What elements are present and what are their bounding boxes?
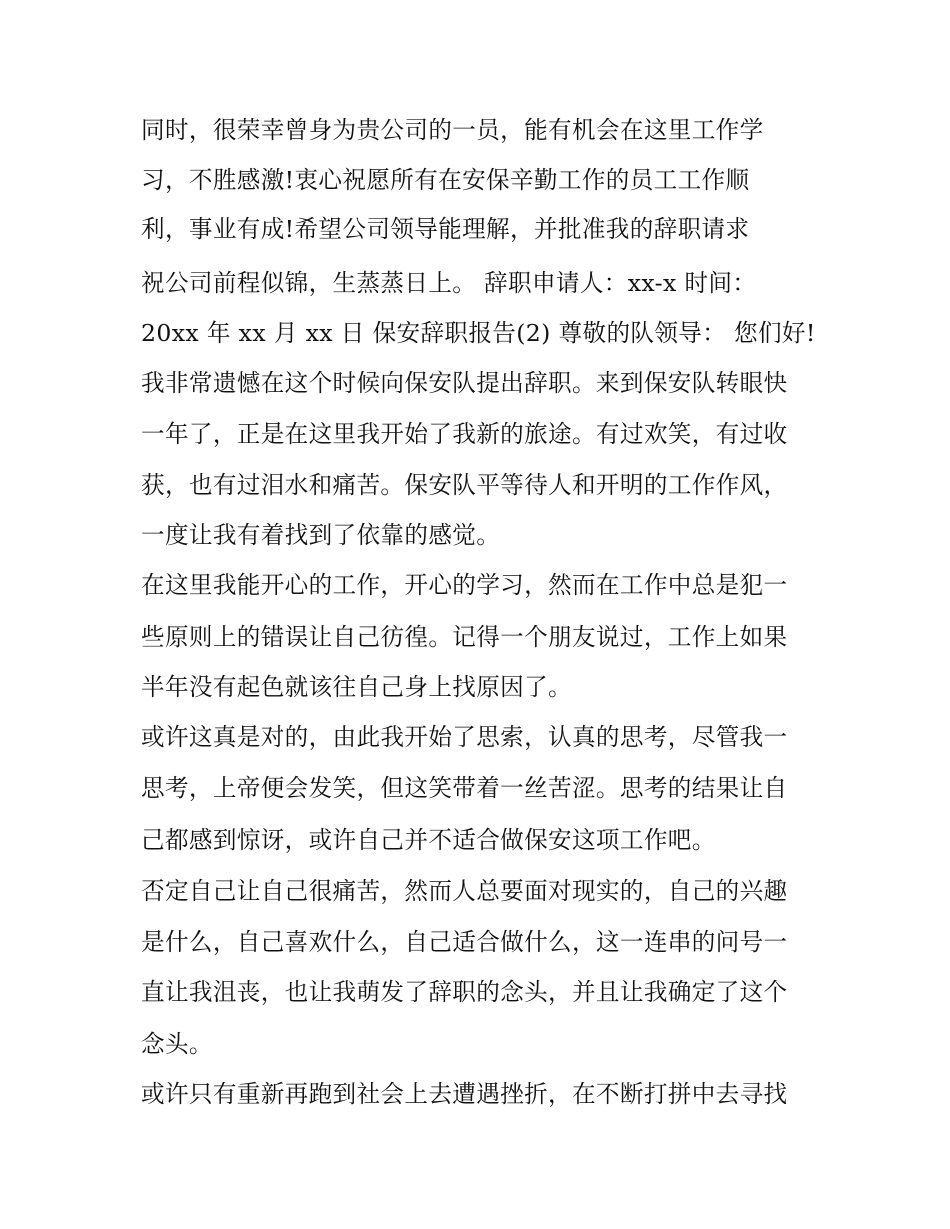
text-line: 或许只有重新再跑到社会上去遭遇挫折，在不断打拼中去寻找: [141, 1080, 788, 1108]
text-line: 同时，很荣幸曾身为贵公司的一员，能有机会在这里工作学: [141, 116, 764, 144]
text-line: 一度让我有着找到了依靠的感觉。: [141, 521, 501, 549]
text-line: 半年没有起色就该往自己身上找原因了。: [141, 673, 572, 701]
text-line: 己都感到惊讶，或许自己并不适合做保安这项工作吧。: [141, 826, 716, 854]
text-line: 20xx 年 xx 月 xx 日 保安辞职报告(2) 尊敬的队领导： 您们好!: [141, 319, 816, 347]
text-line: 思考，上帝便会发笑，但这笑带着一丝苦涩。思考的结果让自: [141, 774, 788, 802]
text-line: 习，不胜感激!衷心祝愿所有在安保辛勤工作的员工工作顺: [141, 166, 750, 194]
text-line: 利，事业有成!希望公司领导能理解，并批准我的辞职请求: [141, 215, 750, 243]
text-line: 在这里我能开心的工作，开心的学习，然而在工作中总是犯一: [141, 571, 788, 599]
text-line: 念头。: [141, 1030, 213, 1058]
text-line: 我非常遗憾在这个时候向保安队提出辞职。来到保安队转眼快: [141, 369, 788, 397]
text-line: 获，也有过泪水和痛苦。保安队平等待人和开明的工作作风，: [141, 471, 788, 499]
text-line: 些原则上的错误让自己彷徨。记得一个朋友说过，工作上如果: [141, 623, 788, 651]
text-line: 或许这真是对的，由此我开始了思索，认真的思考，尽管我一: [141, 723, 788, 751]
text-line: 否定自己让自己很痛苦，然而人总要面对现实的，自己的兴趣: [141, 877, 788, 905]
text-line: 祝公司前程似锦，生蒸蒸日上。 辞职申请人：xx-x 时间：: [141, 269, 757, 297]
text-line: 一年了，正是在这里我开始了我新的旅途。有过欢笑，有过收: [141, 420, 788, 448]
text-line: 是什么，自己喜欢什么，自己适合做什么，这一连串的问号一: [141, 928, 788, 956]
text-line: 直让我沮丧，也让我萌发了辞职的念头，并且让我确定了这个: [141, 978, 788, 1006]
